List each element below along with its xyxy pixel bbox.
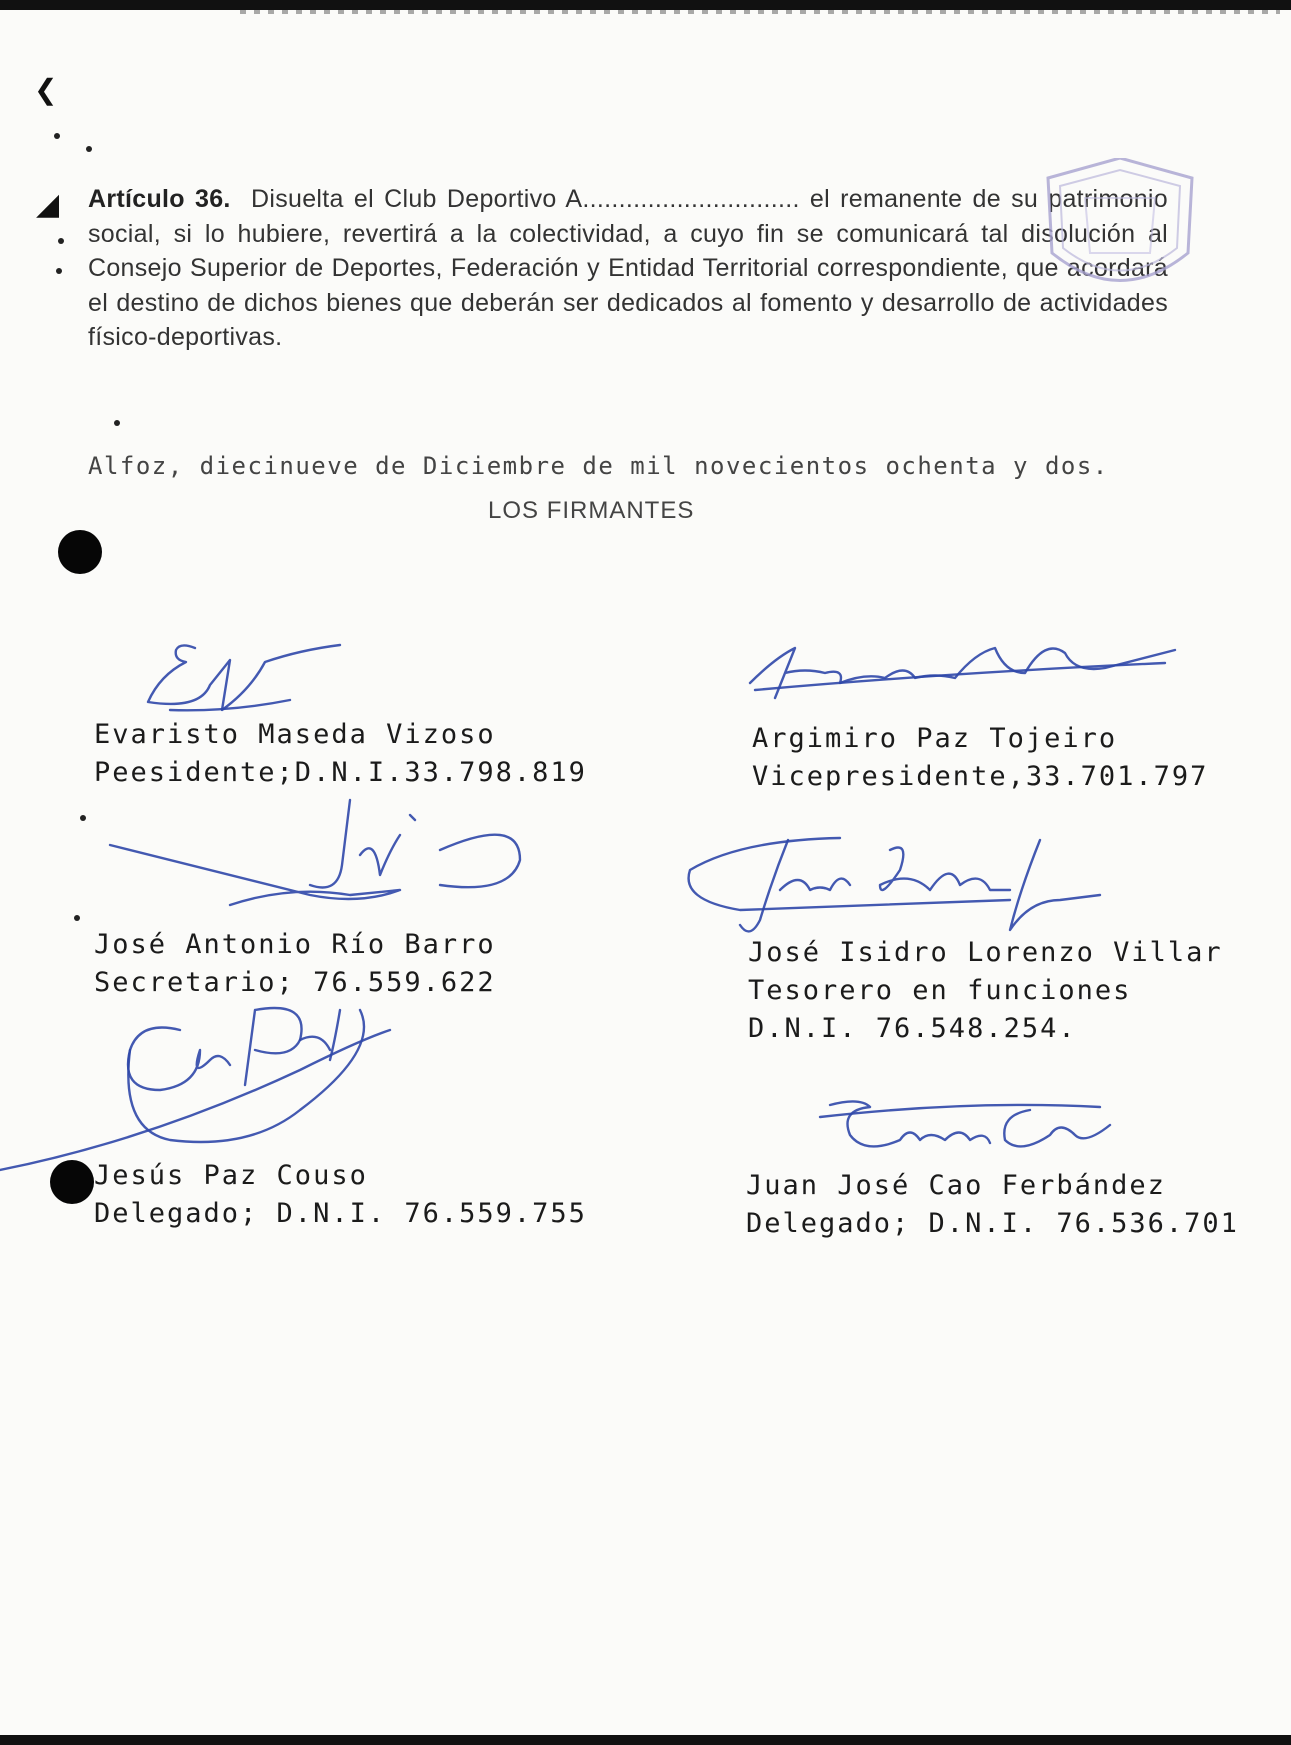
margin-dot — [58, 238, 64, 244]
club-stamp — [1040, 158, 1200, 308]
margin-dot — [86, 146, 92, 152]
signatory-6 — [746, 1167, 1239, 1243]
signatories-heading: LOS FIRMANTES — [488, 497, 695, 524]
signatory-3 — [94, 926, 496, 1002]
article-paragraph — [88, 182, 1168, 355]
signatory-3-name: José Antonio Río Barro — [94, 929, 496, 960]
signatory-4-id: D.N.I. 76.548.254. — [748, 1013, 1077, 1044]
scan-top-edge — [0, 0, 1291, 10]
signature-jose-antonio — [110, 795, 530, 935]
signatory-5 — [94, 1157, 587, 1233]
signatory-4-name: José Isidro Lorenzo Villar — [748, 937, 1223, 968]
signatory-6-name: Juan José Cao Ferbández — [746, 1170, 1166, 1201]
signatory-1 — [94, 716, 587, 792]
margin-dot — [80, 815, 86, 821]
article-label: Artículo 36. — [88, 185, 231, 213]
signatory-1-name: Evaristo Maseda Vizoso — [94, 719, 496, 750]
margin-dot — [56, 268, 62, 274]
signature-juan-jose — [820, 1095, 1120, 1165]
punch-hole — [58, 530, 102, 574]
signatory-3-role: Secretario; 76.559.622 — [94, 967, 496, 998]
signatory-6-role: Delegado; D.N.I. 76.536.701 — [746, 1208, 1239, 1239]
scan-bottom-edge — [0, 1735, 1291, 1745]
margin-dot — [74, 915, 80, 921]
scan-artifact-line — [240, 10, 1280, 14]
signatory-1-role: Peesidente;D.N.I.33.798.819 — [94, 757, 587, 788]
article-text: Disuelta el Club Deportivo A.............................. el remanente de su patrimonio social, si lo hubiere, revertirá a la colectividad, a cuyo fin se comunicará tal disolución al Consejo Superior de Deportes, Federación y Entidad Territorial correspondiente, que acordará el destino de dichos bienes que deberán ser dedicados al fomento y desarrollo de actividades físico-deportivas. — [88, 185, 1168, 351]
signatory-4-role: Tesorero en funciones — [748, 975, 1132, 1006]
signatory-5-role: Delegado; D.N.I. 76.559.755 — [94, 1198, 587, 1229]
margin-arrow-mark: ❮ — [34, 74, 58, 105]
margin-arrow-mark: ◢ — [36, 188, 60, 221]
signatory-2 — [752, 720, 1208, 796]
signature-argimiro — [745, 628, 1185, 708]
signatory-2-name: Argimiro Paz Tojeiro — [752, 723, 1118, 754]
date-line: Alfoz, diecinueve de Diciembre de mil novecientos ochenta y dos. — [88, 452, 1109, 480]
signatory-4 — [748, 934, 1223, 1048]
margin-dot — [54, 133, 60, 139]
signature-jose-isidro — [680, 830, 1100, 950]
signatory-5-name: Jesús Paz Couso — [94, 1160, 368, 1191]
signatory-2-role: Vicepresidente,33.701.797 — [752, 761, 1209, 792]
margin-dot — [114, 420, 120, 426]
